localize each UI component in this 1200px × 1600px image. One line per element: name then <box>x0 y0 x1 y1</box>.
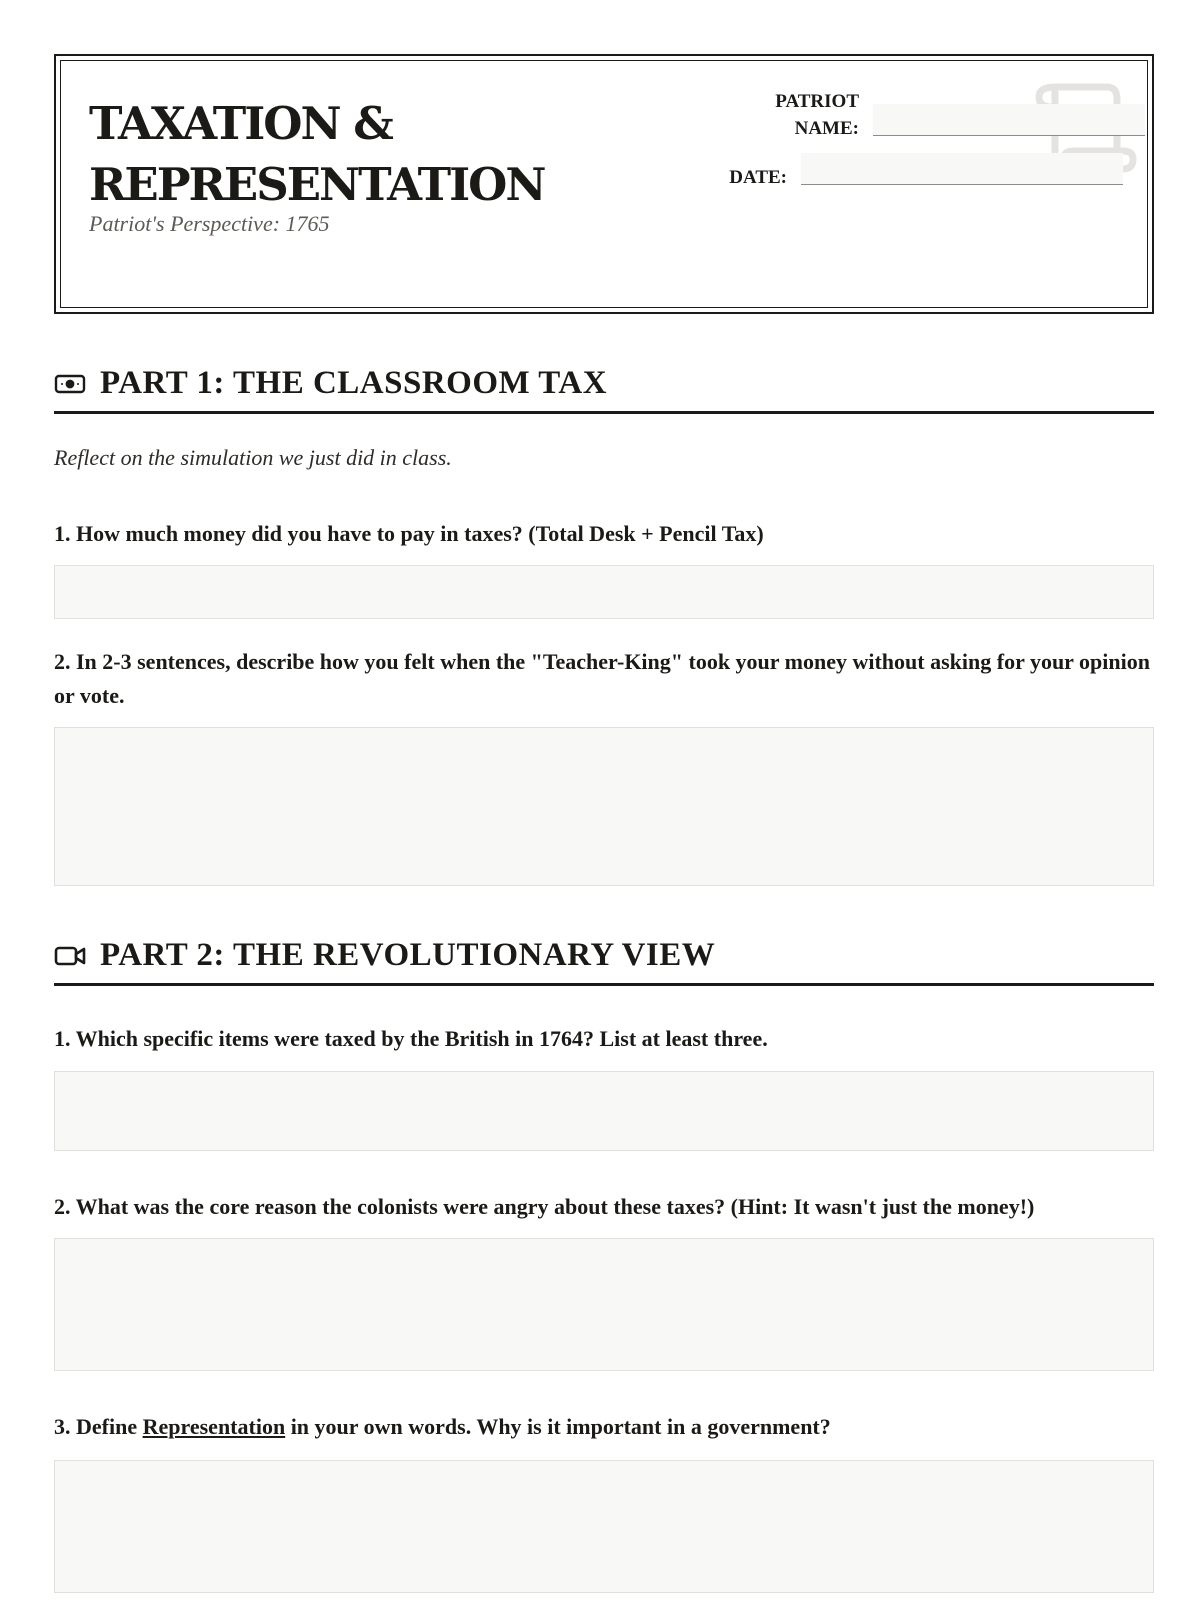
patriot-name-label-line-2: NAME: <box>794 118 859 139</box>
worksheet-subtitle: Patriot's Perspective: 1765 <box>89 211 330 236</box>
worksheet-header <box>54 54 1154 314</box>
part2-answer-3[interactable] <box>54 1460 1154 1593</box>
money-bill-icon <box>54 372 86 396</box>
patriot-name-label-line-1: PATRIOT <box>775 91 859 112</box>
title-line-2: REPRESENTATION <box>89 158 545 211</box>
question-3-suffix: in your own words. Why is it important in a government? <box>285 1414 831 1439</box>
video-camera-icon <box>54 944 86 968</box>
part1-instruction: Reflect on the simulation we just did in class. <box>54 445 452 470</box>
part1-question-2: 2. In 2-3 sentences, describe how you felt when the "Teacher-King" took your money without asking for your opinion or vote. <box>54 649 1150 708</box>
part2-question-2: 2. What was the core reason the colonists were angry about these taxes? (Hint: It wasn't just the money!) <box>54 1194 1035 1219</box>
worksheet-title <box>89 93 649 215</box>
patriot-name-input[interactable] <box>873 104 1145 136</box>
part2-question-1: 1. Which specific items were taxed by the British in 1764? List at least three. <box>54 1026 768 1051</box>
part1-question-1: 1. How much money did you have to pay in taxes? (Total Desk + Pencil Tax) <box>54 521 764 546</box>
date-input[interactable] <box>801 153 1123 185</box>
part2-title: PART 2: THE REVOLUTIONARY VIEW <box>100 937 716 973</box>
part2-question-3 <box>54 1410 1154 1444</box>
part1-heading <box>54 356 1154 414</box>
part2-heading <box>54 928 1154 986</box>
date-row <box>661 153 1123 191</box>
part2-answer-2[interactable] <box>54 1238 1154 1371</box>
part1-answer-1[interactable] <box>54 565 1154 619</box>
date-label: DATE: <box>729 167 787 188</box>
part1-title: PART 1: THE CLASSROOM TAX <box>100 365 608 401</box>
header-inner-border <box>60 60 1148 308</box>
patriot-name-label <box>737 88 873 142</box>
title-line-1: TAXATION & <box>89 97 392 150</box>
patriot-name-row <box>737 88 1145 142</box>
part2-answer-1[interactable] <box>54 1071 1154 1151</box>
part1-answer-2[interactable] <box>54 727 1154 886</box>
question-3-prefix: 3. Define <box>54 1414 143 1439</box>
term-representation: Representation <box>142 1414 286 1439</box>
